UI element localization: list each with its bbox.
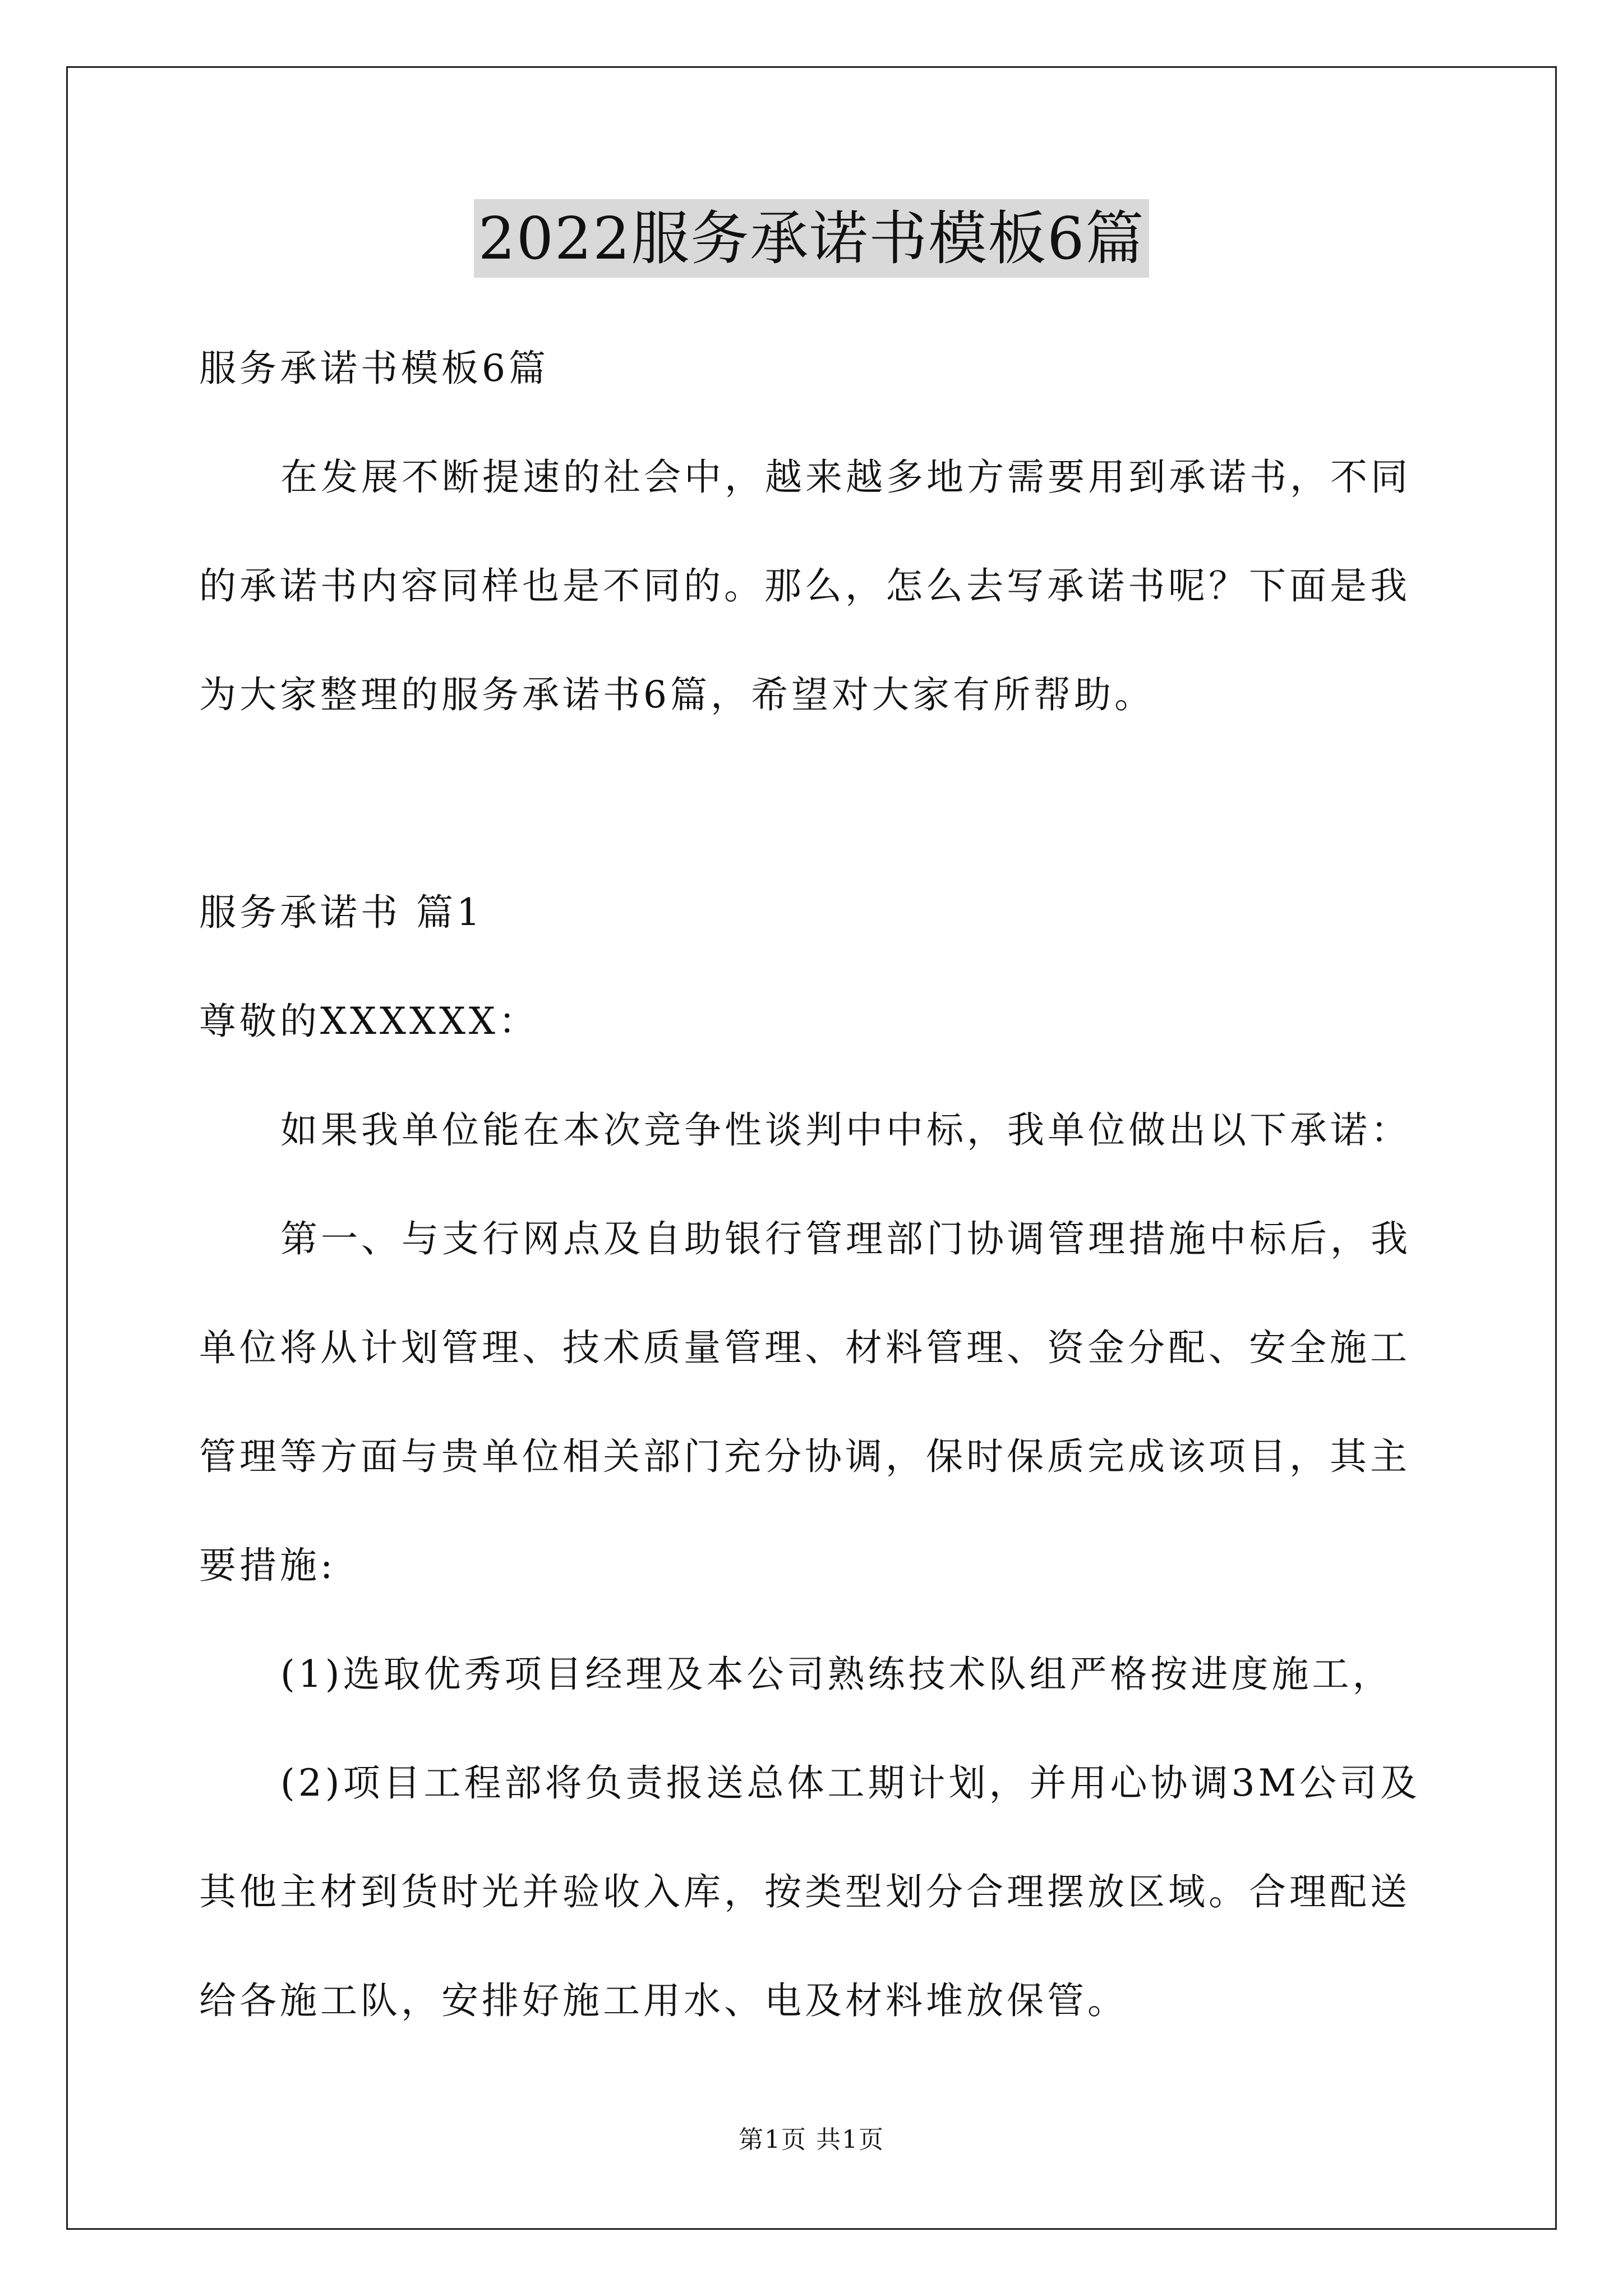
- document-title: 2022服务承诺书模板6篇: [474, 199, 1150, 278]
- paragraph-commitment: 如果我单位能在本次竞争性谈判中中标，我单位做出以下承诺：: [280, 1108, 1411, 1152]
- document-body: [199, 314, 1427, 2055]
- paragraph-first: 第一、与支行网点及自助银行管理部门协调管理措施中标后，我单位将从计划管理、技术质量管理、材料管理、资金分配、安全施工管理等方面与贵单位相关部门充分协调，保时保质完成该项目，其主要措施:: [199, 1217, 1411, 1587]
- section-heading: 服务承诺书 篇1: [199, 891, 483, 934]
- paragraph-item-1: (1)选取优秀项目经理及本公司熟练技术队组严格按进度施工，: [280, 1653, 1393, 1696]
- paragraph-item-2: (2)项目工程部将负责报送总体工期计划，并用心协调3M公司及其他主材到货时光并验收入库，按类型划分合理摆放区域。合理配送给各施工队，安排好施工用水、电及材料堆放保管。: [199, 1761, 1421, 2022]
- page-footer: 第1页 共1页: [739, 2125, 884, 2154]
- title-container: [0, 199, 1623, 278]
- salutation: 尊敬的XXXXXX：: [199, 1000, 539, 1043]
- intro-paragraph: 在发展不断提速的社会中，越来越多地方需要用到承诺书，不同的承诺书内容同样也是不同的。那么，怎么去写承诺书呢？下面是我为大家整理的服务承诺书6篇，希望对大家有所帮助。: [199, 455, 1411, 716]
- subtitle: 服务承诺书模板6篇: [199, 347, 549, 390]
